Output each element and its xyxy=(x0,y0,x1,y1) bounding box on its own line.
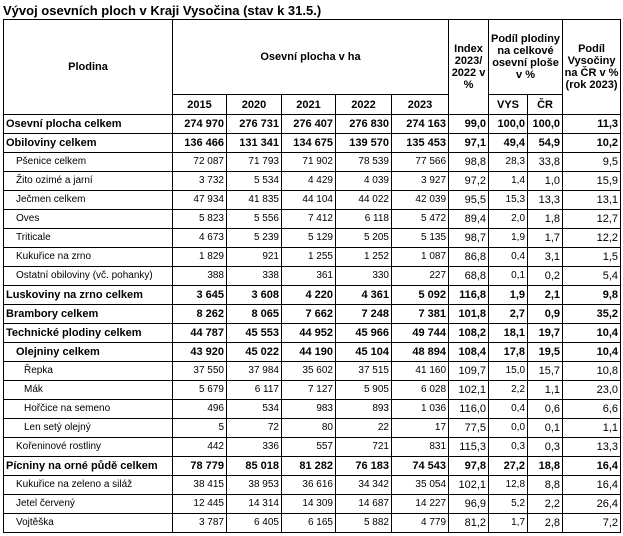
table-row xyxy=(4,267,621,286)
row-label: Žito ozimé a jarní xyxy=(4,172,173,191)
cell-share: 23,0 xyxy=(563,381,621,400)
cell-index: 97,8 xyxy=(449,457,489,476)
cell-cr: 8,8 xyxy=(528,476,563,495)
cell-v2022: 45 104 xyxy=(336,343,392,362)
cell-v2015: 44 787 xyxy=(173,324,227,343)
cell-vys: 28,3 xyxy=(489,153,528,172)
cell-vys: 18,1 xyxy=(489,324,528,343)
table-row xyxy=(4,172,621,191)
cell-v2015: 12 445 xyxy=(173,495,227,514)
cell-vys: 2,7 xyxy=(489,305,528,324)
cell-v2022: 78 539 xyxy=(336,153,392,172)
cell-v2021: 134 675 xyxy=(282,134,336,153)
cell-share: 10,4 xyxy=(563,324,621,343)
cell-share: 1,1 xyxy=(563,419,621,438)
cell-v2015: 1 829 xyxy=(173,248,227,267)
cell-share: 10,8 xyxy=(563,362,621,381)
cell-v2020: 3 608 xyxy=(227,286,282,305)
cell-v2022: 139 570 xyxy=(336,134,392,153)
cell-v2015: 136 466 xyxy=(173,134,227,153)
cell-index: 115,3 xyxy=(449,438,489,457)
table-row xyxy=(4,457,621,476)
cell-v2015: 5 xyxy=(173,419,227,438)
cell-share: 9,5 xyxy=(563,153,621,172)
cell-index: 98,8 xyxy=(449,153,489,172)
cell-v2023: 74 543 xyxy=(392,457,449,476)
row-label: Olejniny celkem xyxy=(4,343,173,362)
cell-v2022: 4 361 xyxy=(336,286,392,305)
cell-v2015: 78 779 xyxy=(173,457,227,476)
cell-v2015: 3 732 xyxy=(173,172,227,191)
cell-v2021: 276 407 xyxy=(282,115,336,134)
cell-v2021: 14 309 xyxy=(282,495,336,514)
cell-v2021: 7 412 xyxy=(282,210,336,229)
header-year: 2023 xyxy=(392,95,449,115)
row-label: Pícniny na orné půdě celkem xyxy=(4,457,173,476)
cell-v2020: 71 793 xyxy=(227,153,282,172)
cell-share: 15,9 xyxy=(563,172,621,191)
cell-index: 89,4 xyxy=(449,210,489,229)
cell-v2021: 36 616 xyxy=(282,476,336,495)
header-year: 2022 xyxy=(336,95,392,115)
cell-v2021: 1 255 xyxy=(282,248,336,267)
row-label: Vojtěška xyxy=(4,514,173,533)
cell-cr: 0,3 xyxy=(528,438,563,457)
cell-v2022: 1 252 xyxy=(336,248,392,267)
table-row xyxy=(4,134,621,153)
cell-v2020: 37 984 xyxy=(227,362,282,381)
cell-v2023: 7 381 xyxy=(392,305,449,324)
cell-vys: 5,2 xyxy=(489,495,528,514)
header-vys: VYS xyxy=(489,95,528,115)
header-osevni-plocha: Osevní plocha v ha xyxy=(173,20,449,95)
cell-v2022: 330 xyxy=(336,267,392,286)
header-cr: ČR xyxy=(528,95,563,115)
table-row xyxy=(4,381,621,400)
cell-v2022: 276 830 xyxy=(336,115,392,134)
row-label: Oves xyxy=(4,210,173,229)
cell-v2023: 3 927 xyxy=(392,172,449,191)
cell-v2022: 37 515 xyxy=(336,362,392,381)
cell-index: 77,5 xyxy=(449,419,489,438)
cell-v2015: 3 645 xyxy=(173,286,227,305)
table-row xyxy=(4,153,621,172)
cell-v2023: 5 092 xyxy=(392,286,449,305)
cell-v2020: 336 xyxy=(227,438,282,457)
cell-v2022: 44 022 xyxy=(336,191,392,210)
cell-v2023: 1 087 xyxy=(392,248,449,267)
cell-v2020: 6 117 xyxy=(227,381,282,400)
cell-v2023: 5 135 xyxy=(392,229,449,248)
cell-v2020: 14 314 xyxy=(227,495,282,514)
cell-v2021: 983 xyxy=(282,400,336,419)
row-label: Len setý olejný xyxy=(4,419,173,438)
cell-v2022: 5 882 xyxy=(336,514,392,533)
cell-v2021: 6 165 xyxy=(282,514,336,533)
table-row xyxy=(4,210,621,229)
cell-v2021: 5 129 xyxy=(282,229,336,248)
cell-cr: 2,1 xyxy=(528,286,563,305)
cell-v2021: 557 xyxy=(282,438,336,457)
cell-vys: 0,1 xyxy=(489,267,528,286)
cell-vys: 100,0 xyxy=(489,115,528,134)
cell-share: 11,3 xyxy=(563,115,621,134)
header-plodina: Plodina xyxy=(4,20,173,115)
cell-v2023: 227 xyxy=(392,267,449,286)
row-label: Osevní plocha celkem xyxy=(4,115,173,134)
cell-index: 97,1 xyxy=(449,134,489,153)
cell-share: 6,6 xyxy=(563,400,621,419)
cell-v2023: 1 036 xyxy=(392,400,449,419)
cell-v2023: 5 472 xyxy=(392,210,449,229)
cell-share: 13,1 xyxy=(563,191,621,210)
cell-v2023: 135 453 xyxy=(392,134,449,153)
cell-share: 9,8 xyxy=(563,286,621,305)
cell-v2023: 35 054 xyxy=(392,476,449,495)
cell-v2020: 131 341 xyxy=(227,134,282,153)
cell-v2020: 5 534 xyxy=(227,172,282,191)
table-row xyxy=(4,476,621,495)
cell-share: 12,2 xyxy=(563,229,621,248)
table-row xyxy=(4,343,621,362)
table-row xyxy=(4,229,621,248)
cell-vys: 0,0 xyxy=(489,419,528,438)
header-podil-vysociny: Podíl Vysočiny na ČR v % (rok 2023) xyxy=(563,20,621,115)
cell-v2020: 921 xyxy=(227,248,282,267)
cell-v2015: 274 970 xyxy=(173,115,227,134)
cell-v2015: 4 673 xyxy=(173,229,227,248)
cell-v2021: 44 952 xyxy=(282,324,336,343)
cell-share: 26,4 xyxy=(563,495,621,514)
cell-v2015: 47 934 xyxy=(173,191,227,210)
cell-v2021: 80 xyxy=(282,419,336,438)
cell-v2023: 77 566 xyxy=(392,153,449,172)
table-row xyxy=(4,514,621,533)
table-row xyxy=(4,248,621,267)
cell-index: 86,8 xyxy=(449,248,489,267)
cell-v2021: 361 xyxy=(282,267,336,286)
cell-v2015: 72 087 xyxy=(173,153,227,172)
cell-v2021: 71 902 xyxy=(282,153,336,172)
row-label: Triticale xyxy=(4,229,173,248)
cell-cr: 2,2 xyxy=(528,495,563,514)
table-row xyxy=(4,400,621,419)
cell-vys: 27,2 xyxy=(489,457,528,476)
cell-cr: 0,2 xyxy=(528,267,563,286)
cell-v2022: 721 xyxy=(336,438,392,457)
cell-v2015: 43 920 xyxy=(173,343,227,362)
cell-v2020: 6 405 xyxy=(227,514,282,533)
cell-vys: 12,8 xyxy=(489,476,528,495)
cell-share: 5,4 xyxy=(563,267,621,286)
cell-v2015: 5 679 xyxy=(173,381,227,400)
cell-cr: 0,1 xyxy=(528,419,563,438)
cell-v2023: 49 744 xyxy=(392,324,449,343)
cell-v2021: 44 104 xyxy=(282,191,336,210)
cell-v2020: 45 022 xyxy=(227,343,282,362)
table-title: Vývoj osevních ploch v Kraji Vysočina (stav k 31.5.) xyxy=(3,3,322,18)
cell-cr: 54,9 xyxy=(528,134,563,153)
cell-v2022: 76 183 xyxy=(336,457,392,476)
table-row xyxy=(4,438,621,457)
cell-cr: 3,1 xyxy=(528,248,563,267)
cell-cr: 18,8 xyxy=(528,457,563,476)
cell-v2021: 4 429 xyxy=(282,172,336,191)
row-label: Kořeninové rostliny xyxy=(4,438,173,457)
cell-v2020: 276 731 xyxy=(227,115,282,134)
table-row xyxy=(4,362,621,381)
row-label: Ječmen celkem xyxy=(4,191,173,210)
cell-v2022: 893 xyxy=(336,400,392,419)
cell-v2021: 7 127 xyxy=(282,381,336,400)
cell-share: 16,4 xyxy=(563,476,621,495)
cell-vys: 0,3 xyxy=(489,438,528,457)
row-label: Řepka xyxy=(4,362,173,381)
cell-v2020: 5 556 xyxy=(227,210,282,229)
cell-share: 10,4 xyxy=(563,343,621,362)
cell-v2023: 274 163 xyxy=(392,115,449,134)
cell-cr: 0,6 xyxy=(528,400,563,419)
cell-share: 1,5 xyxy=(563,248,621,267)
cell-v2015: 442 xyxy=(173,438,227,457)
cell-index: 109,7 xyxy=(449,362,489,381)
cell-share: 35,2 xyxy=(563,305,621,324)
cell-index: 97,2 xyxy=(449,172,489,191)
cell-v2021: 81 282 xyxy=(282,457,336,476)
cell-index: 116,0 xyxy=(449,400,489,419)
cell-v2022: 5 205 xyxy=(336,229,392,248)
cell-v2021: 35 602 xyxy=(282,362,336,381)
cell-vys: 17,8 xyxy=(489,343,528,362)
cell-share: 13,3 xyxy=(563,438,621,457)
cell-v2022: 5 905 xyxy=(336,381,392,400)
cell-vys: 1,9 xyxy=(489,229,528,248)
cell-v2021: 4 220 xyxy=(282,286,336,305)
cell-v2023: 14 227 xyxy=(392,495,449,514)
cell-v2015: 388 xyxy=(173,267,227,286)
cell-vys: 0,4 xyxy=(489,248,528,267)
cell-v2023: 41 160 xyxy=(392,362,449,381)
cell-v2023: 17 xyxy=(392,419,449,438)
header-year: 2020 xyxy=(227,95,282,115)
table-row xyxy=(4,495,621,514)
cell-cr: 19,5 xyxy=(528,343,563,362)
cell-v2021: 44 190 xyxy=(282,343,336,362)
cell-index: 108,2 xyxy=(449,324,489,343)
cell-v2022: 34 342 xyxy=(336,476,392,495)
cell-v2022: 6 118 xyxy=(336,210,392,229)
cell-v2015: 5 823 xyxy=(173,210,227,229)
cell-v2022: 7 248 xyxy=(336,305,392,324)
cell-cr: 2,8 xyxy=(528,514,563,533)
crop-area-table xyxy=(3,19,621,533)
row-label: Pšenice celkem xyxy=(4,153,173,172)
cell-vys: 2,0 xyxy=(489,210,528,229)
cell-cr: 13,3 xyxy=(528,191,563,210)
cell-cr: 33,8 xyxy=(528,153,563,172)
cell-v2023: 6 028 xyxy=(392,381,449,400)
cell-v2020: 45 553 xyxy=(227,324,282,343)
cell-index: 99,0 xyxy=(449,115,489,134)
cell-v2023: 48 894 xyxy=(392,343,449,362)
cell-share: 10,2 xyxy=(563,134,621,153)
cell-cr: 15,7 xyxy=(528,362,563,381)
row-label: Kukuřice na zrno xyxy=(4,248,173,267)
cell-v2020: 8 065 xyxy=(227,305,282,324)
cell-vys: 1,7 xyxy=(489,514,528,533)
row-label: Kukuřice na zeleno a siláž xyxy=(4,476,173,495)
cell-v2023: 4 779 xyxy=(392,514,449,533)
cell-index: 116,8 xyxy=(449,286,489,305)
header-index: Index 2023/ 2022 v % xyxy=(449,20,489,115)
cell-index: 95,5 xyxy=(449,191,489,210)
row-label: Luskoviny na zrno celkem xyxy=(4,286,173,305)
table-row xyxy=(4,286,621,305)
row-label: Technické plodiny celkem xyxy=(4,324,173,343)
cell-vys: 1,9 xyxy=(489,286,528,305)
cell-index: 108,4 xyxy=(449,343,489,362)
cell-v2015: 37 550 xyxy=(173,362,227,381)
cell-index: 96,9 xyxy=(449,495,489,514)
cell-vys: 15,3 xyxy=(489,191,528,210)
cell-v2020: 338 xyxy=(227,267,282,286)
table-row xyxy=(4,419,621,438)
cell-v2022: 45 966 xyxy=(336,324,392,343)
cell-v2020: 534 xyxy=(227,400,282,419)
row-label: Jetel červený xyxy=(4,495,173,514)
cell-v2015: 38 415 xyxy=(173,476,227,495)
cell-share: 12,7 xyxy=(563,210,621,229)
cell-vys: 0,4 xyxy=(489,400,528,419)
cell-v2015: 496 xyxy=(173,400,227,419)
cell-v2022: 4 039 xyxy=(336,172,392,191)
cell-v2015: 3 787 xyxy=(173,514,227,533)
cell-index: 98,7 xyxy=(449,229,489,248)
cell-v2015: 8 262 xyxy=(173,305,227,324)
cell-v2022: 22 xyxy=(336,419,392,438)
cell-index: 68,8 xyxy=(449,267,489,286)
cell-vys: 15,0 xyxy=(489,362,528,381)
cell-index: 102,1 xyxy=(449,476,489,495)
cell-index: 101,8 xyxy=(449,305,489,324)
header-year: 2015 xyxy=(173,95,227,115)
cell-cr: 100,0 xyxy=(528,115,563,134)
row-label: Obiloviny celkem xyxy=(4,134,173,153)
row-label: Hořčice na semeno xyxy=(4,400,173,419)
cell-v2023: 831 xyxy=(392,438,449,457)
table-row xyxy=(4,191,621,210)
cell-vys: 49,4 xyxy=(489,134,528,153)
cell-vys: 2,2 xyxy=(489,381,528,400)
cell-share: 7,2 xyxy=(563,514,621,533)
row-label: Mák xyxy=(4,381,173,400)
cell-v2020: 38 953 xyxy=(227,476,282,495)
row-label: Ostatní obiloviny (vč. pohanky) xyxy=(4,267,173,286)
cell-v2020: 5 239 xyxy=(227,229,282,248)
cell-cr: 1,0 xyxy=(528,172,563,191)
cell-v2023: 42 039 xyxy=(392,191,449,210)
cell-v2020: 41 835 xyxy=(227,191,282,210)
cell-vys: 1,4 xyxy=(489,172,528,191)
cell-v2022: 14 687 xyxy=(336,495,392,514)
cell-cr: 19,7 xyxy=(528,324,563,343)
table-row xyxy=(4,305,621,324)
cell-share: 16,4 xyxy=(563,457,621,476)
cell-index: 81,2 xyxy=(449,514,489,533)
table-row xyxy=(4,324,621,343)
cell-cr: 0,9 xyxy=(528,305,563,324)
cell-v2021: 7 662 xyxy=(282,305,336,324)
cell-index: 102,1 xyxy=(449,381,489,400)
header-podil-plodiny: Podíl plodiny na celkové osevní ploše v % xyxy=(489,20,563,95)
cell-cr: 1,7 xyxy=(528,229,563,248)
cell-cr: 1,8 xyxy=(528,210,563,229)
cell-v2020: 85 018 xyxy=(227,457,282,476)
cell-v2020: 72 xyxy=(227,419,282,438)
row-label: Brambory celkem xyxy=(4,305,173,324)
table-row xyxy=(4,115,621,134)
cell-cr: 1,1 xyxy=(528,381,563,400)
header-year: 2021 xyxy=(282,95,336,115)
